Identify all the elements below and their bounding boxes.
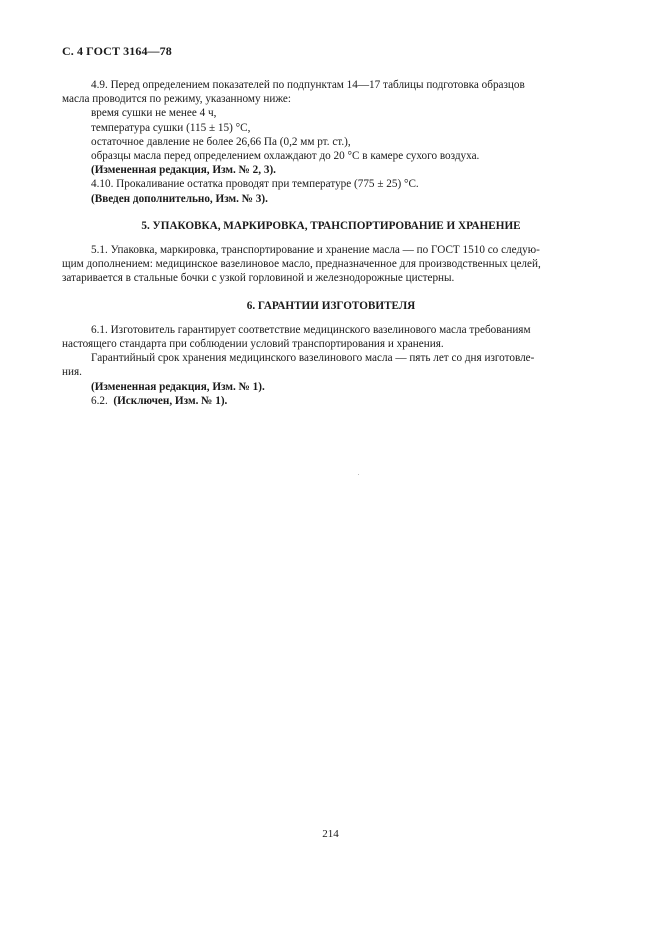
cooling-item: образцы масла перед определением охлаждают до 20 °С в камере сухого воздуха. [91,150,480,163]
warranty-period-line-2: ния. [62,366,82,379]
section-6-title: 6. ГАРАНТИИ ИЗГОТОВИТЕЛЯ [246,299,416,312]
paragraph-5-1-line-3: затаривается в стальные бочки с узкой горловиной и железнодорожные цистерны. [62,272,455,285]
paragraph-6-1-line-1: 6.1. Изготовитель гарантирует соответствие медицинского вазелинового масла требованиям [91,323,531,336]
section-5-title: 5. УПАКОВКА, МАРКИРОВКА, ТРАНСПОРТИРОВАНИЕ И ХРАНЕНИЕ [141,219,521,232]
paragraph-4-9-line-1: 4.9. Перед определением показателей по подпунктам 14—17 таблицы подготовка образцов [91,79,525,91]
paragraph-4-10: 4.10. Прокаливание остатка проводят при температуре (775 ± 25) °С. [91,178,419,191]
page-number: 214 [322,828,339,840]
drying-time-item: время сушки не менее 4 ч, [91,107,217,120]
paragraph-6-1-line-2: настоящего стандарта при соблюдении условий транспортирования и хранения. [62,338,444,351]
scan-speck [358,474,359,475]
amendment-note-4-9: (Измененная редакция, Изм. № 2, 3). [91,164,276,177]
paragraph-6-2-note: (Исключен, Изм. № 1). [113,394,228,407]
paragraph-5-1-line-1: 5.1. Упаковка, маркировка, транспортирование и хранение масла — по ГОСТ 1510 со следую- [91,244,540,257]
paragraph-4-9-line-2: масла проводится по режиму, указанному ниже: [62,93,292,106]
paragraph-5-1-line-2: щим дополнением: медицинское вазелиновое масло, предназначенное для производственных целей, [62,258,541,271]
warranty-period-line-1: Гарантийный срок хранения медицинского вазелинового масла — пять лет со дня изготовле- [91,352,535,365]
residual-pressure-item: остаточное давление не более 26,66 Па (0,2 мм рт. ст.), [91,135,351,148]
amendment-note-4-10: (Введен дополнительно, Изм. № 3). [91,192,268,205]
paragraph-6-2 [62,394,600,408]
paragraph-6-2-number: 6.2. [91,394,108,407]
page-header: С. 4 ГОСТ 3164—78 [62,44,172,58]
document-body [62,78,600,408]
drying-temperature-item: температура сушки (115 ± 15) °С, [91,121,251,134]
amendment-note-6-1: (Измененная редакция, Изм. № 1). [91,380,265,393]
